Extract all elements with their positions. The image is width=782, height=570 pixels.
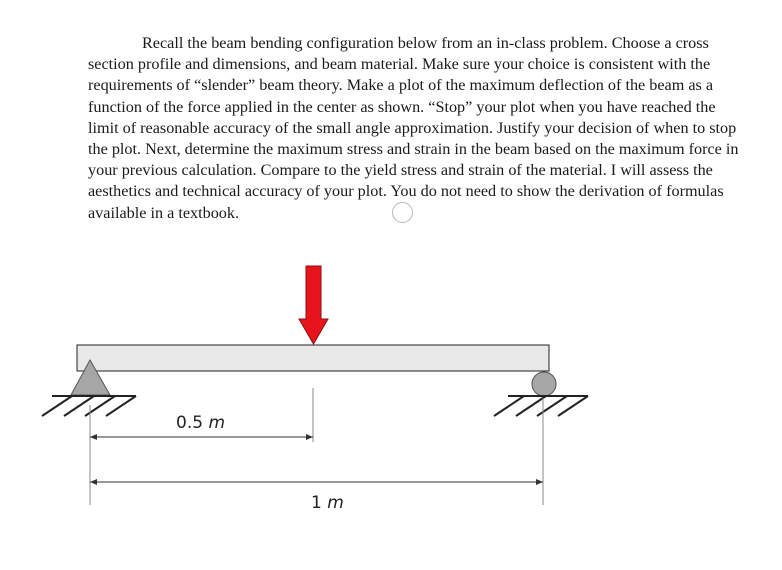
roller [532,372,556,396]
full-span-label [311,493,344,513]
dimension-full-span [90,479,543,513]
roller-support-right [494,372,588,416]
arrowhead-right [536,479,543,485]
force-arrow [299,266,328,344]
full-span-unit: m [327,493,344,513]
full-span-value: 1 [311,493,322,513]
force-arrow-shape [299,266,328,344]
ground-hatch-left [42,396,136,416]
arrowhead-left [90,479,97,485]
half-span-value: 0.5 [176,413,204,433]
half-span-unit: m [208,413,226,433]
arrowhead-left [90,434,97,440]
problem-statement-text: Recall the beam bending configuration below from an in-class problem. Choose a cross section profile and dimensions, and beam material. Make sure your choice is consistent with the requirements of “slender” beam theory. Make a plot of the maximum deflection of the beam as a function of the force applied in the center as shown. “Stop” your plot when you have reached the limit of reasonable accuracy of the small angle approximation. Justify your decision of when to stop the plot. Next, determine the maximum stress and strain in the beam based on the maximum force in your previous calculation. Compare to the yield stress and strain of the material. I will assess the aesthetics and technical accuracy of your plot. You do not need to show the derivation of formulas available in a textbook. [88,34,739,222]
beam [77,345,549,371]
arrowhead-right [306,434,313,440]
extension-lines [90,388,543,505]
ground-hatch-right [494,396,588,416]
dimension-half-span [90,413,313,440]
half-span-label [176,413,225,433]
